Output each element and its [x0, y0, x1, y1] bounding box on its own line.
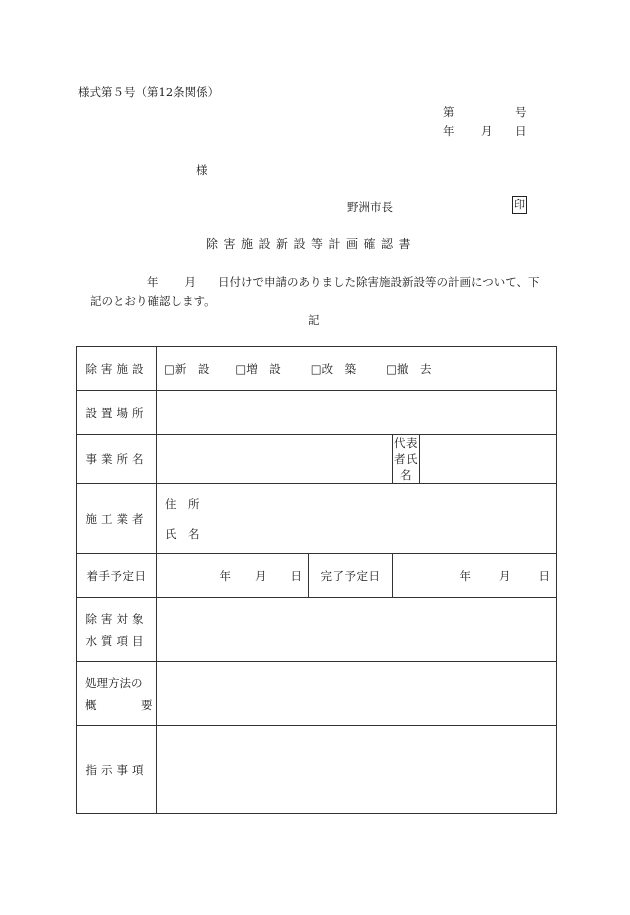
- option-remodel-checkbox[interactable]: □改 築: [310, 361, 357, 376]
- water-quality-label-line2: 水質項目: [85, 633, 148, 648]
- body-month: 月: [184, 275, 196, 289]
- confirmation-table: [76, 346, 557, 814]
- date-month-label: 月: [481, 124, 493, 138]
- form-number: 様式第５号（第12条関係）: [78, 85, 220, 99]
- water-quality-label-line1: 除害対象: [85, 611, 148, 626]
- start-day: 日: [290, 568, 302, 583]
- row-treatment: [77, 662, 557, 726]
- addressee-honorific: 様: [196, 163, 208, 177]
- start-date-field[interactable]: [157, 554, 309, 598]
- start-year: 年: [219, 568, 231, 583]
- body-line-1: [147, 274, 540, 290]
- treatment-field[interactable]: [157, 662, 557, 726]
- end-date-field[interactable]: [393, 554, 557, 598]
- option-remove-checkbox[interactable]: □撤 去: [386, 361, 432, 376]
- instructions-field[interactable]: [157, 726, 557, 814]
- body-year: 年: [147, 275, 159, 289]
- start-month: 月: [255, 568, 267, 583]
- body-text-1: 日付けで申請のありました除害施設新設等の計画について、下: [218, 275, 540, 289]
- date-year-label: 年: [443, 124, 455, 138]
- treatment-label-b: 要: [141, 697, 153, 712]
- row-location: [77, 391, 557, 435]
- document-title: 除害施設新設等計画確認書: [206, 237, 417, 251]
- date-day-label: 日: [515, 124, 527, 138]
- body-line-2: 記のとおり確認します。: [90, 294, 216, 308]
- contractor-name-label: 氏 名: [165, 526, 200, 541]
- end-year: 年: [459, 568, 472, 583]
- facility-options: [157, 347, 557, 391]
- row-schedule: [77, 554, 557, 598]
- row-water-quality: [77, 598, 557, 662]
- treatment-label-a: 概: [85, 697, 97, 712]
- water-quality-field[interactable]: [157, 598, 557, 662]
- facility-label: 除害施設: [77, 347, 157, 391]
- start-date-label: 着手予定日: [77, 554, 157, 598]
- location-field[interactable]: [157, 391, 557, 435]
- contractor-field[interactable]: [157, 484, 557, 554]
- representative-label: 代表者氏名: [394, 436, 418, 482]
- business-name-field[interactable]: [157, 435, 393, 484]
- representative-field[interactable]: [420, 435, 557, 484]
- business-name-label: 事業所名: [77, 435, 157, 484]
- water-quality-label: [77, 598, 157, 662]
- row-facility: [77, 347, 557, 391]
- end-month: 月: [499, 568, 511, 583]
- number-suffix: 号: [515, 105, 527, 119]
- row-business: [77, 435, 557, 484]
- end-day: 日: [538, 568, 551, 583]
- contractor-label: 施工業者: [77, 484, 157, 554]
- option-expand-checkbox[interactable]: □増 設: [235, 361, 281, 376]
- treatment-label-line1: 処理方法の: [85, 675, 143, 690]
- seal-mark: 印: [512, 196, 527, 214]
- row-contractor: [77, 484, 557, 554]
- location-label: 設置場所: [77, 391, 157, 435]
- row-instructions: [77, 726, 557, 814]
- option-new-checkbox[interactable]: □新 設: [164, 361, 210, 376]
- treatment-label: [77, 662, 157, 726]
- treatment-label-line2: [85, 694, 156, 716]
- instructions-label: 指示事項: [77, 726, 157, 814]
- end-date-label: 完了予定日: [309, 554, 393, 598]
- ki-heading: 記: [308, 313, 320, 327]
- sender-mayor: 野洲市長: [347, 200, 393, 214]
- contractor-address-label: 住 所: [165, 496, 200, 511]
- number-prefix: 第: [443, 105, 455, 119]
